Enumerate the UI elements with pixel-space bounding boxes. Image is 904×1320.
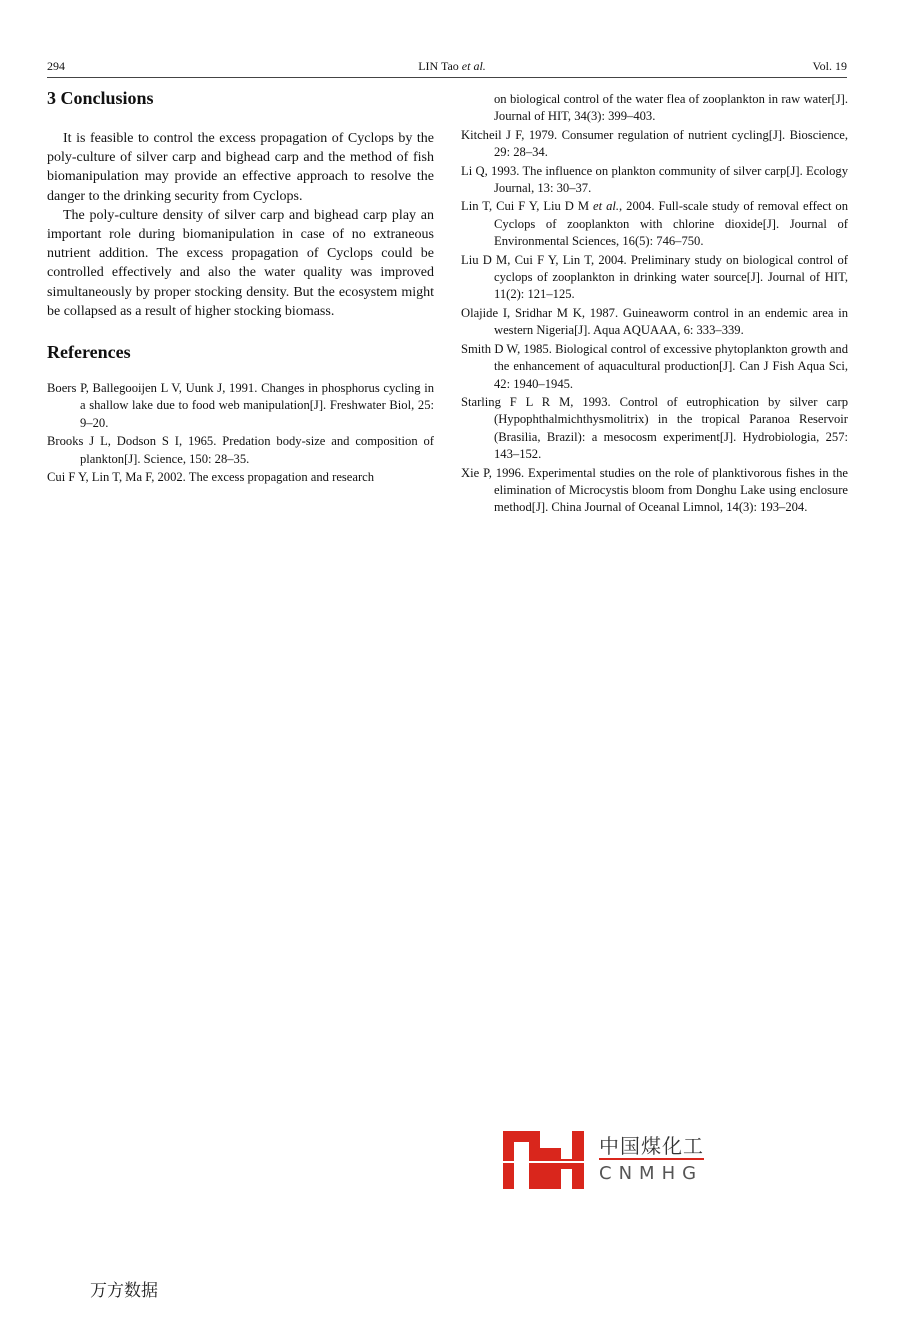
cnmhg-logo (500, 1126, 720, 1192)
reference-item: Olajide I, Sridhar M K, 1987. Guineaworm control in an endemic area in western Nigeria[J]. Aqua AQUAAA, 6: 333–339. (461, 305, 848, 338)
logo-cn-text: 中国煤化工 (599, 1134, 704, 1158)
header-rule (47, 77, 847, 78)
running-title: LIN Tao et al. (418, 59, 486, 73)
reference-item: Kitcheil J F, 1979. Consumer regulation of nutrient cycling[J]. Bioscience, 29: 28–34. (461, 127, 848, 160)
wanfang-watermark: 万方数据 (90, 1281, 158, 1301)
volume: Vol. 19 (812, 59, 847, 73)
logo-divider (599, 1158, 704, 1160)
reference-item: Boers P, Ballegooijen L V, Uunk J, 1991. Changes in phosphorus cycling in a shallow lake due to food web manipulation[J]. Freshwater Biol, 25: 9–20. (47, 381, 434, 430)
conclusion-paragraph: The poly-culture density of silver carp and bighead carp play an important role during biomanipulation in case of no extraneous nutrient addition. The excess propagation of Cyclops could be controlled effectively and also the water quality was improved simultaneously by proper stocking density. But the ecosystem might be collapsed as a result of higher stocking biomass. (47, 207, 434, 319)
left-column (47, 88, 434, 487)
conclusion-paragraph: It is feasible to control the excess propagation of Cyclops by the poly-culture of silver carp and bighead carp and the method of fish biomanipulation may provide an effective approach to resolve the danger to the drinking security from Cyclops. (47, 131, 434, 204)
page-number: 294 (47, 59, 65, 73)
reference-item: Cui F Y, Lin T, Ma F, 2002. The excess propagation and research (47, 470, 375, 485)
conclusions-heading: 3 Conclusions (47, 88, 154, 108)
logo-en-text: CNMHG (599, 1163, 704, 1184)
reference-item: Liu D M, Cui F Y, Lin T, 2004. Preliminary study on biological control of cyclops of zooplankton in drinking water source[J]. Journal of HIT, 11(2): 121–125. (461, 252, 848, 302)
right-column (461, 91, 848, 518)
reference-item: Starling F L R M, 1993. Control of eutrophication by silver carp (Hypophthalmichthysmolitrix) in the tropical Paranoa Reservoir (Brasilia, Brazil): a mesocosm experiment[J]. Hydrobiologia, 257: 143–152. (461, 394, 848, 462)
references-heading: References (47, 342, 131, 363)
reference-item: Li Q, 1993. The influence on plankton community of silver carp[J]. Ecology Journal, 13: 30–37. (461, 163, 848, 196)
reference-item: Lin T, Cui F Y, Liu D M et al., 2004. Full-scale study of removal effect on Cyclops of zooplankton with chlorine dioxide[J]. Journal of Environmental Sciences, 16(5): 746–750. (461, 199, 848, 249)
reference-item: Brooks J L, Dodson S I, 1965. Predation body-size and composition of plankton[J]. Science, 150: 28–35. (47, 434, 434, 466)
reference-continuation: on biological control of the water flea of zooplankton in raw water[J]. Journal of HIT, 34(3): 399–403. (494, 92, 848, 124)
mh-logo-mark-icon (500, 1126, 590, 1192)
reference-item: Smith D W, 1985. Biological control of excessive phytoplankton growth and the enhancement of aquacultural production[J]. Can J Fish Aqua Sci, 42: 1940–1945. (461, 341, 848, 391)
reference-item: Xie P, 1996. Experimental studies on the role of planktivorous fishes in the elimination of Microcystis bloom from Donghu Lake using enclosure method[J]. China Journal of Oceanal Limnol, 14(3): 193–204. (461, 465, 848, 515)
